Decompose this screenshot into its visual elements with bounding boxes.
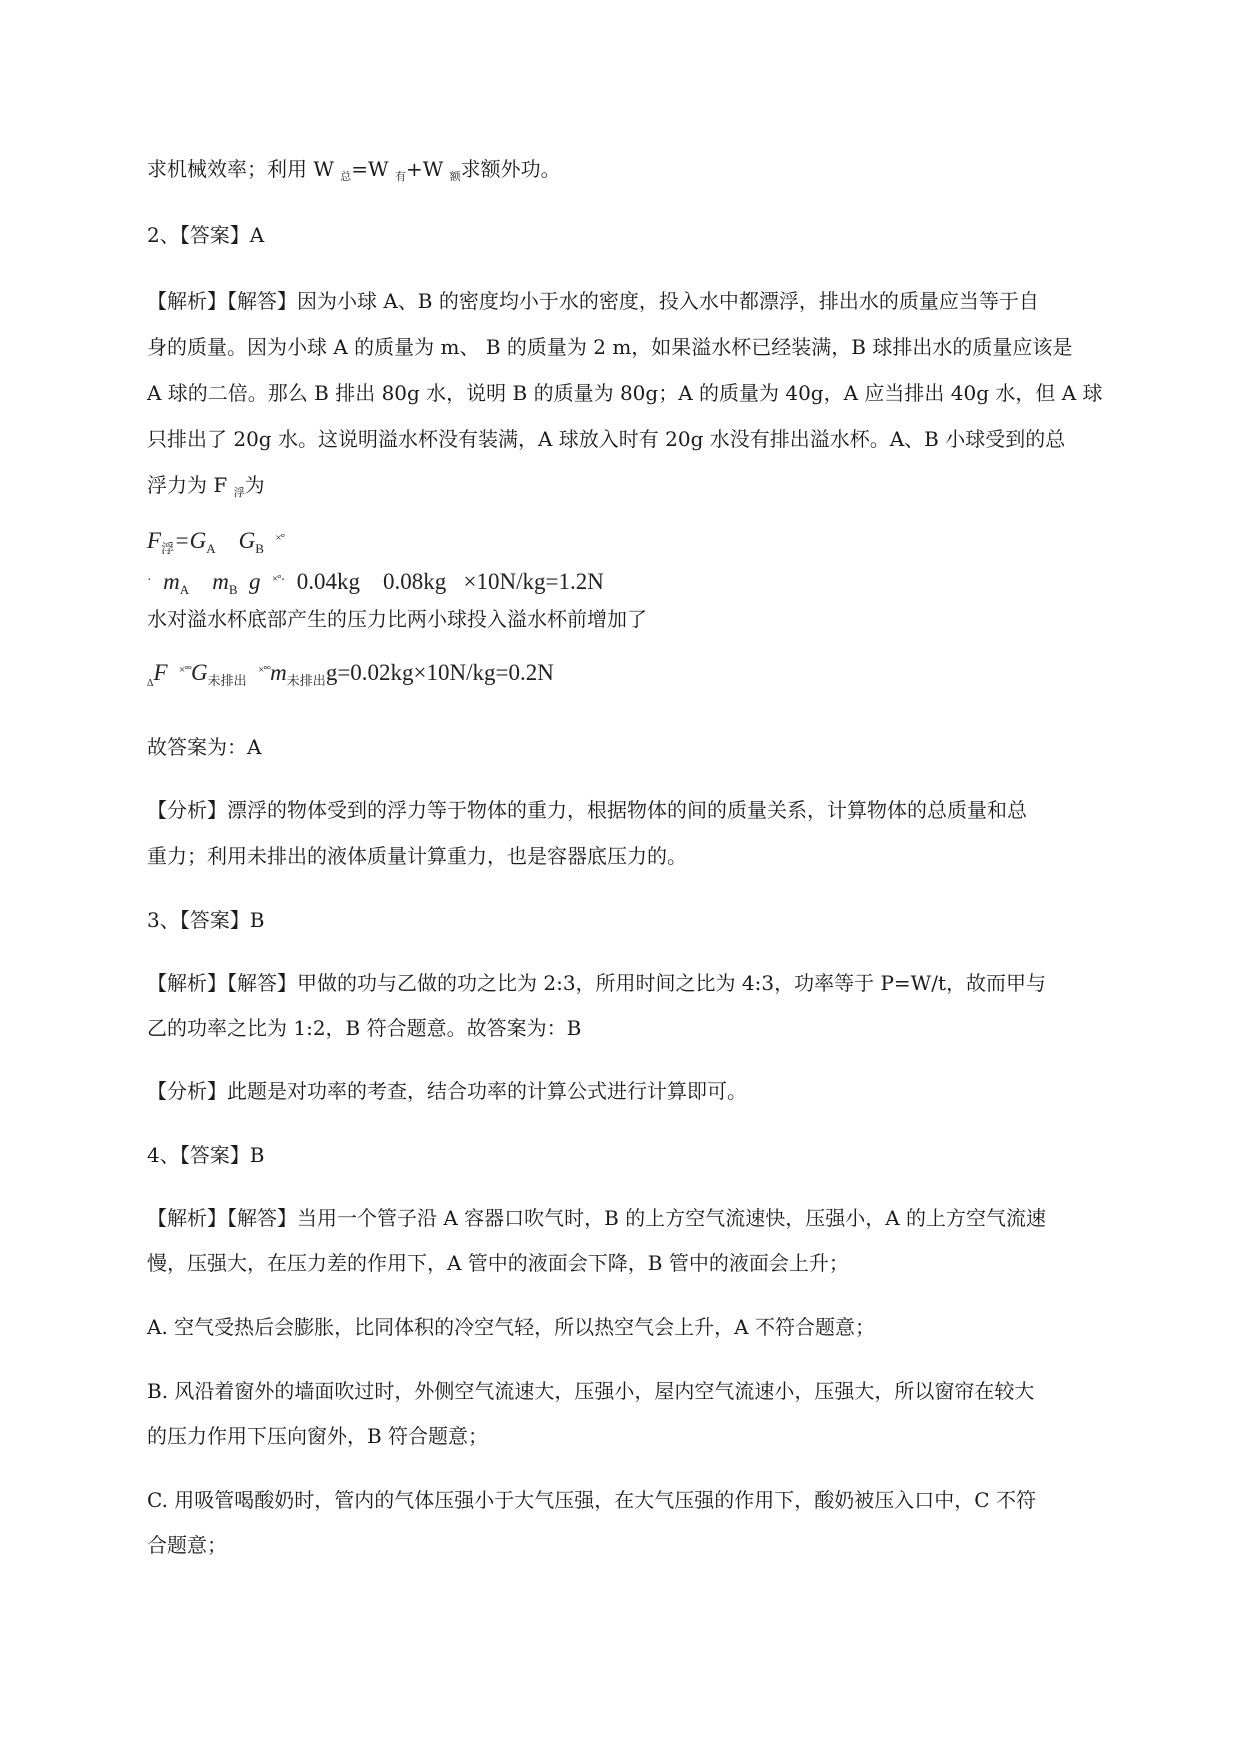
dot-icon: ·	[280, 573, 286, 588]
analysis-text: 【解析】【解答】因为小球 A、B 的密度均小于水的密度，投入水中都漂浮，排出水的质量应当等于自	[147, 289, 1039, 313]
answer-heading-3: 3、【答案】B	[147, 908, 265, 932]
analysis-text: 【解析】【解答】甲做的功与乙做的功之比为 2:3，所用时间之比为 4:3，功率等于 P=W/t，故而甲与	[147, 971, 1046, 995]
eq-value: 0.04kg	[296, 569, 361, 594]
option-b-text: 的压力作用下压向窗外，B 符合题意；	[147, 1424, 489, 1448]
option-c-text: C. 用吸管喝酸奶时，管内的气体压强小于大气压强，在大气压强的作用下，酸奶被压入口中，C 不符	[147, 1488, 1036, 1512]
analysis-note: 【分析】此题是对功率的考查，结合功率的计算公式进行计算即可。	[147, 1079, 747, 1103]
analysis-text: 身的质量。因为小球 A 的质量为 m、 B 的质量为 2 m，如果溢水杯已经装满，B 球排出水的质量应该是	[147, 335, 1073, 359]
analysis-text: 只排出了 20g 水。这说明溢水杯没有装满，A 球放入时有 20g 水没有排出溢水杯。A、B 小球受到的总	[147, 427, 1066, 451]
eq-subscript: 未排出	[207, 673, 247, 688]
eq-subscript: A	[206, 541, 216, 556]
text-line	[147, 472, 265, 506]
eq-symbol: m	[212, 569, 229, 594]
pressure-equation	[147, 655, 554, 699]
eq-symbol: F	[153, 660, 168, 685]
analysis-note: 重力；利用未排出的液体质量计算重力，也是容器底压力的。	[147, 844, 687, 868]
buoyancy-equation	[147, 523, 604, 605]
eq-subscript: B	[255, 541, 264, 556]
subscript: 有	[394, 170, 406, 183]
delta-symbol: Δ	[147, 678, 154, 689]
answer-heading-2: 2、【答案】A	[147, 223, 265, 247]
eq-value: ×10N/kg=1.2N	[463, 569, 604, 594]
answer-heading-4: 4、【答案】B	[147, 1143, 265, 1167]
dot-icon: ·	[147, 573, 152, 588]
answer-text: 故答案为：A	[147, 735, 262, 759]
eq-subscript: 浮	[161, 541, 175, 556]
text-segment: 浮力为 F	[147, 473, 234, 497]
eq-symbol: G	[191, 660, 208, 685]
eq-subscript: A	[179, 582, 190, 597]
garbled-operator-icon: ×°	[275, 532, 285, 544]
subscript: 浮	[233, 486, 245, 499]
garbled-operator-icon: ×°	[271, 573, 281, 585]
pressure-increase-text: 水对溢水杯底部产生的压力比两小球投入溢水杯前增加了	[147, 607, 647, 631]
text-segment: +W	[405, 157, 450, 181]
text-line	[147, 156, 561, 190]
text-segment: 求机械效率；利用 W	[147, 157, 341, 181]
eq-symbol: m	[163, 569, 180, 594]
eq-value: 0.08kg	[383, 569, 447, 594]
text-segment: =W	[351, 157, 395, 181]
garbled-operator-icon: ×°°	[179, 664, 192, 676]
option-b-text: B. 风沿着窗外的墙面吹过时，外侧空气流速大，压强小，屋内空气流速小，压强大，所以窗帘在较大	[147, 1379, 1035, 1403]
subscript: 总	[340, 170, 352, 183]
subscript: 额	[449, 170, 461, 183]
option-c-text: 合题意；	[147, 1533, 227, 1557]
text-segment: 求额外功。	[460, 157, 561, 181]
eq-subscript: 未排出	[286, 673, 326, 688]
eq-symbol: m	[270, 660, 287, 685]
garbled-operator-icon: ×°°	[258, 664, 271, 676]
eq-symbol: G	[238, 528, 256, 553]
eq-symbol: g	[248, 569, 261, 594]
analysis-text: 【解析】【解答】当用一个管子沿 A 容器口吹气时，B 的上方空气流速快，压强小，A 的上方空气流速	[147, 1206, 1047, 1230]
analysis-note: 【分析】漂浮的物体受到的浮力等于物体的重力，根据物体的间的质量关系，计算物体的总质量和总	[147, 798, 1027, 822]
eq-symbol: F	[147, 528, 162, 553]
text-segment: 为	[244, 473, 265, 497]
eq-subscript: B	[228, 582, 238, 597]
eq-value: g=0.02kg×10N/kg=0.2N	[325, 660, 554, 685]
eq-symbol: =G	[174, 528, 207, 553]
analysis-text: 慢，压强大，在压力差的作用下，A 管中的液面会下降，B 管中的液面会上升；	[147, 1251, 849, 1275]
analysis-text: 乙的功率之比为 1:2，B 符合题意。故答案为：B	[147, 1016, 582, 1040]
analysis-text: A 球的二倍。那么 B 排出 80g 水，说明 B 的质量为 80g；A 的质量为 40g，A 应当排出 40g 水，但 A 球	[147, 381, 1103, 405]
option-a-text: A. 空气受热后会膨胀，比同体积的冷空气轻，所以热空气会上升，A 不符合题意；	[147, 1315, 875, 1339]
